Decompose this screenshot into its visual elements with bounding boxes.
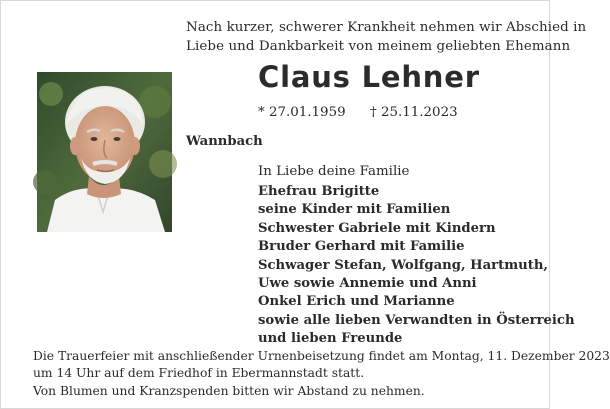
death-date: † 25.11.2023: [370, 105, 458, 120]
family-member: Schwager Stefan, Wolfgang, Hartmuth,: [258, 257, 549, 273]
birth-date: * 27.01.1959: [258, 105, 346, 120]
family-member: sowie alle lieben Verwandten in Österreich: [258, 312, 575, 328]
family-member: und lieben Freunde: [258, 331, 403, 347]
funeral-line-1: Die Trauerfeier mit anschließender Urnenbeisetzung findet am Montag, 11. Dezember 2023: [33, 349, 610, 363]
intro-line-1: Nach kurzer, schwerer Krankheit nehmen wir Abschied in: [186, 20, 587, 35]
funeral-line-2: um 14 Uhr auf dem Friedhof in Ebermannstadt statt.: [33, 366, 365, 380]
deceased-name: Claus Lehner: [258, 60, 480, 94]
family-member: Ehefrau Brigitte: [258, 184, 380, 199]
intro-text: [186, 18, 587, 56]
family-member: Uwe sowie Annemie und Anni: [258, 276, 477, 292]
portrait-illustration: [37, 72, 172, 232]
family-member: Bruder Gerhard mit Familie: [258, 239, 465, 255]
place-name: Wannbach: [186, 134, 263, 149]
intro-line-2: Liebe und Dankbarkeit von meinem geliebten Ehemann: [186, 39, 571, 54]
funeral-note: Von Blumen und Kranzspenden bitten wir Abstand zu nehmen.: [33, 384, 425, 398]
family-intro: In Liebe deine Familie: [258, 164, 410, 179]
portrait-photo: [37, 72, 172, 232]
family-member: Onkel Erich und Marianne: [258, 294, 455, 310]
funeral-info: [33, 348, 610, 400]
family-member: seine Kinder mit Familien: [258, 202, 451, 218]
family-list: [258, 183, 575, 349]
family-member: Schwester Gabriele mit Kindern: [258, 220, 496, 236]
